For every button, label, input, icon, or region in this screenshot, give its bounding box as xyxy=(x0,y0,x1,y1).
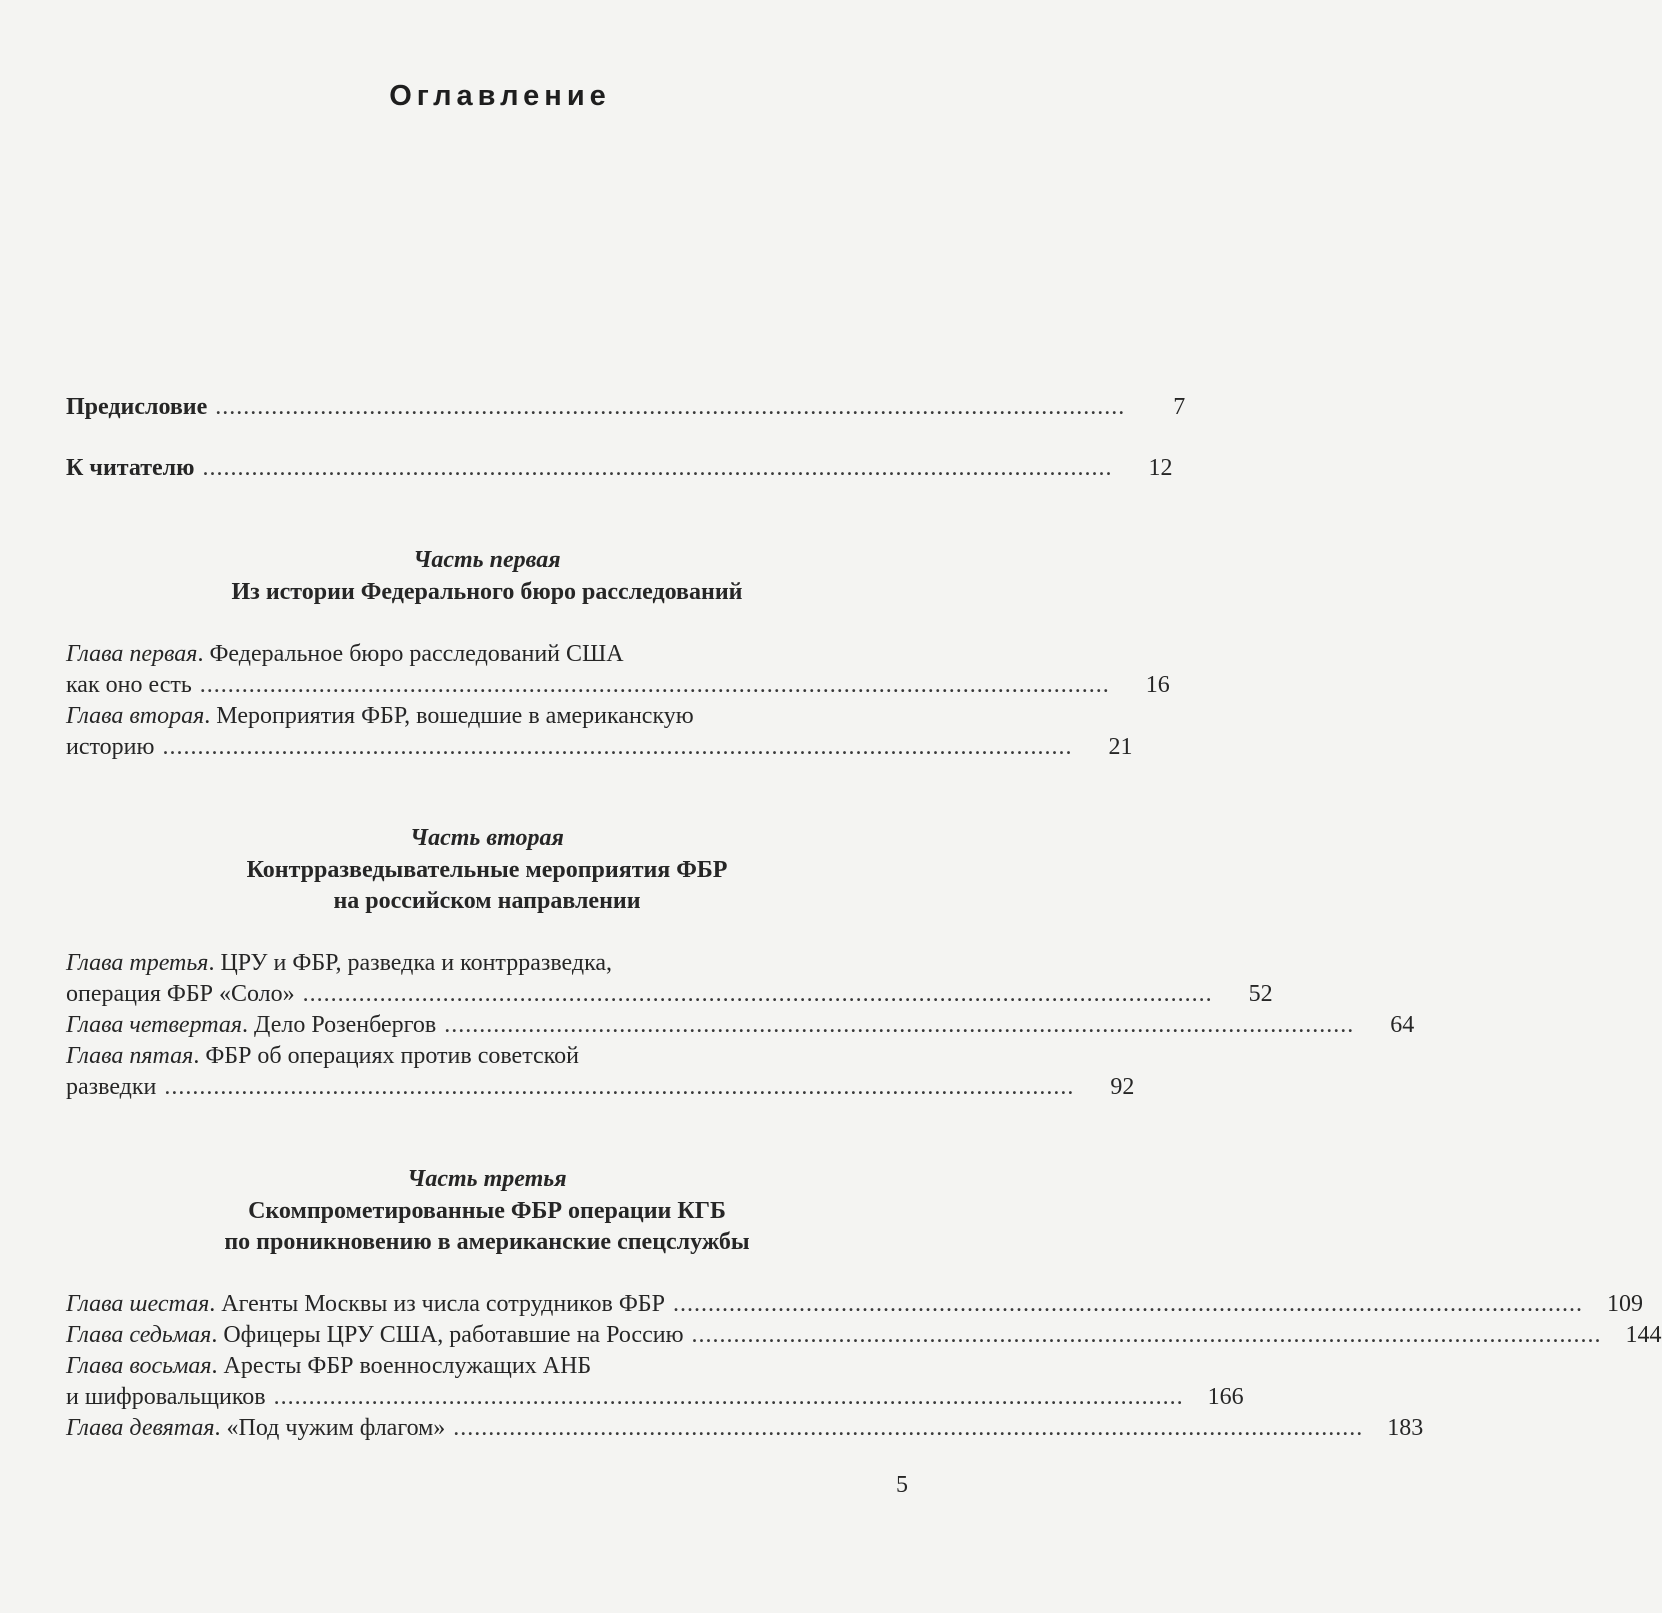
toc-entry-chapter-3-cont[interactable] xyxy=(66,979,1273,1009)
toc-entry-chapter-4[interactable] xyxy=(66,1010,1415,1040)
chapter-label: Глава третья xyxy=(66,950,209,976)
toc-page-number: 12 xyxy=(1148,455,1173,481)
chapter-title-cont: разведки xyxy=(66,1074,157,1100)
leader-dots: .................................................................................................................................. xyxy=(199,672,1110,698)
leader-dots: .................................................................................................................................. xyxy=(453,1415,1364,1441)
chapter-title: . Федеральное бюро расследований США xyxy=(197,641,624,667)
toc-page-number: 7 xyxy=(1173,394,1186,420)
chapter-title-cont: как оно есть xyxy=(66,672,192,698)
part-label: Часть третья xyxy=(407,1166,567,1192)
part-title: Скомпрометированные ФБР операции КГБ xyxy=(248,1198,726,1224)
toc-entry-chapter-1-cont[interactable] xyxy=(66,670,1170,700)
toc-entry-chapter-1[interactable] xyxy=(66,639,908,669)
toc-page-number: 183 xyxy=(1387,1415,1424,1441)
chapter-label: Глава девятая xyxy=(66,1415,215,1441)
toc-entry-preface[interactable] xyxy=(66,392,1186,422)
chapter-title: . ФБР об операциях против советской xyxy=(193,1043,579,1069)
leader-dots: .................................................................................................................................. xyxy=(215,394,1126,420)
leader-dots: .................................................................................................................................. xyxy=(302,981,1213,1007)
toc-entry-chapter-2-cont[interactable] xyxy=(66,732,1133,762)
toc-page-number: 64 xyxy=(1390,1012,1415,1038)
chapter-label: Глава восьмая xyxy=(66,1353,212,1379)
part-label: Часть вторая xyxy=(410,825,564,851)
leader-dots: .................................................................................................................................. xyxy=(444,1012,1355,1038)
toc-entry-chapter-2[interactable] xyxy=(66,701,908,731)
leader-dots: .................................................................................................................................. xyxy=(202,455,1113,481)
toc-entry-chapter-6[interactable] xyxy=(66,1289,1643,1319)
toc-entry-chapter-7[interactable] xyxy=(66,1320,1662,1350)
toc-entry-chapter-8[interactable] xyxy=(66,1351,908,1381)
toc-entry-chapter-3[interactable] xyxy=(66,948,908,978)
toc-page-number: 21 xyxy=(1108,734,1133,760)
toc-entry-title: Предисловие xyxy=(66,394,208,420)
leader-dots: .................................................................................................................................. xyxy=(164,1074,1075,1100)
chapter-label: Глава первая xyxy=(66,641,198,667)
toc-entry-title: К читателю xyxy=(66,455,195,481)
toc-page-number: 109 xyxy=(1606,1291,1643,1317)
chapter-title: . ЦРУ и ФБР, разведка и контрразведка, xyxy=(208,950,613,976)
folio-page-number: 5 xyxy=(896,1472,908,1498)
toc-entry-to-reader[interactable] xyxy=(66,453,1173,483)
page-title: Оглавление xyxy=(389,80,611,112)
chapter-title-cont: историю xyxy=(66,734,155,760)
toc-page-number: 144 xyxy=(1625,1322,1662,1348)
leader-dots: .................................................................................................................................. xyxy=(672,1291,1583,1317)
chapter-title-cont: и шифровальщиков xyxy=(66,1384,266,1410)
chapter-title-cont: операция ФБР «Соло» xyxy=(66,981,295,1007)
chapter-title: . Дело Розенбергов xyxy=(242,1012,437,1038)
leader-dots: .................................................................................................................................. xyxy=(273,1384,1184,1410)
toc-page-number: 92 xyxy=(1110,1074,1135,1100)
leader-dots: .................................................................................................................................. xyxy=(691,1322,1602,1348)
part-title: Контрразведывательные мероприятия ФБР xyxy=(246,857,728,883)
part-title: на российском направлении xyxy=(333,888,641,914)
chapter-title: . Мероприятия ФБР, вошедшие в американскую xyxy=(204,703,694,729)
part-label: Часть первая xyxy=(413,547,561,573)
chapter-title: . Аресты ФБР военнослужащих АНБ xyxy=(211,1353,592,1379)
chapter-title: . «Под чужим флагом» xyxy=(214,1415,446,1441)
chapter-title: . Офицеры ЦРУ США, работавшие на Россию xyxy=(211,1322,684,1348)
part-title: Из истории Федерального бюро расследований xyxy=(231,579,743,605)
chapter-label: Глава пятая xyxy=(66,1043,194,1069)
chapter-label: Глава четвертая xyxy=(66,1012,243,1038)
toc-entry-chapter-8-cont[interactable] xyxy=(66,1382,1244,1412)
chapter-label: Глава вторая xyxy=(66,703,205,729)
toc-page-number: 52 xyxy=(1248,981,1273,1007)
toc-page-number: 16 xyxy=(1145,672,1170,698)
leader-dots: .................................................................................................................................. xyxy=(162,734,1073,760)
toc-entry-chapter-9[interactable] xyxy=(66,1413,1424,1443)
part-title: по проникновению в американские спецслужбы xyxy=(224,1229,750,1255)
chapter-label: Глава шестая xyxy=(66,1291,210,1317)
toc-entry-chapter-5[interactable] xyxy=(66,1041,908,1071)
toc-entry-chapter-5-cont[interactable] xyxy=(66,1072,1135,1102)
toc-page-number: 166 xyxy=(1207,1384,1244,1410)
chapter-title: . Агенты Москвы из числа сотрудников ФБР xyxy=(209,1291,665,1317)
chapter-label: Глава седьмая xyxy=(66,1322,212,1348)
